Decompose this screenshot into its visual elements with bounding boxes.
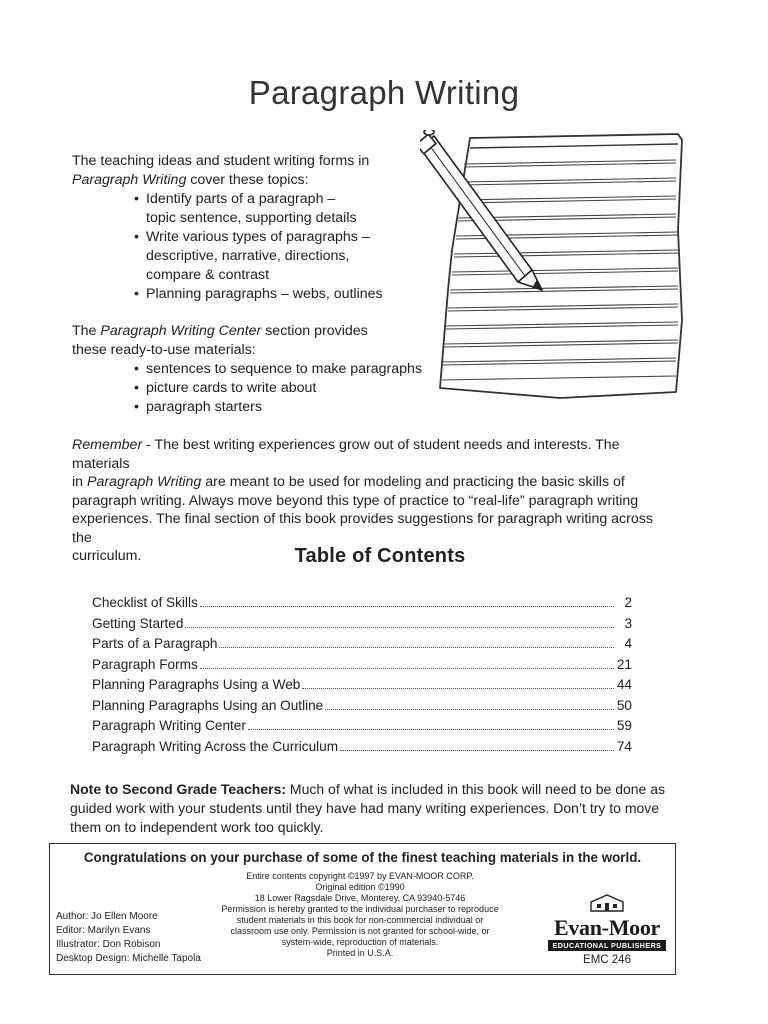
remember-text: in [72, 474, 87, 490]
toc-leader [219, 646, 614, 648]
intro-section [72, 152, 402, 304]
topic-line: topic sentence, supporting details [146, 210, 357, 226]
pencil-paper-illustration [420, 130, 690, 420]
toc-row [92, 595, 632, 616]
materials-list [72, 360, 432, 417]
note-text: Much of what is included in this book will need to be done as [286, 781, 666, 797]
credit-line: Desktop Design: Michelle Tapola [56, 953, 201, 964]
list-item: • paragraph starters [134, 398, 432, 417]
topic-line: compare & contrast [146, 267, 270, 283]
remember-line: experiences. The final section of this book provides suggestions for paragraph writing across the [72, 511, 653, 546]
remember-text: - The best writing experiences grow out of student needs and interests. The materials [72, 437, 620, 472]
book-title: Paragraph Writing [72, 172, 187, 188]
credits-list [56, 910, 201, 966]
toc-page: 21 [616, 656, 632, 672]
note-line: guided work with your students until they have had many writing experiences. Don’t try to move [70, 800, 660, 816]
remember-line [72, 473, 672, 492]
list-item [134, 285, 402, 304]
toc-label: Getting Started [92, 615, 184, 631]
toc-label: Paragraph Writing Across the Curriculum [92, 738, 339, 754]
center-line-2: these ready-to-use materials: [72, 342, 256, 358]
copyright-line: Permission is hereby granted to the individual purchaser to reproduce [221, 904, 499, 914]
toc-leader [325, 708, 614, 710]
toc-leader [248, 728, 614, 730]
book-title: Paragraph Writing [86, 474, 202, 490]
copyright-line: classroom use only. Permission is not granted for school-wide, or [230, 926, 490, 936]
center-line-1 [72, 322, 432, 341]
copyright-line: Printed in U.S.A. [326, 948, 394, 958]
logo-tagline: EDUCATIONAL PUBLISHERS [548, 940, 666, 951]
toc-label: Paragraph Writing Center [92, 718, 246, 733]
list-item: • picture cards to write about [134, 379, 432, 398]
remember-label: Remember [72, 437, 143, 453]
toc-label: Planning Paragraphs Using a Web [92, 677, 301, 692]
publisher-footer-box [49, 843, 676, 975]
toc-label: Checklist of Skills [92, 595, 198, 610]
toc-row [92, 718, 632, 739]
copyright-line: Entire contents copyright ©1997 by EVAN-MOOR CORP. [246, 871, 474, 881]
credit-line: Illustrator: Don Robison [56, 939, 161, 950]
copyright-line: system-wide, reproduction of materials. [281, 937, 439, 947]
list-item [134, 190, 402, 228]
toc-row [92, 677, 632, 698]
toc-leader [340, 749, 614, 751]
center-section-title: Paragraph Writing Center [100, 323, 262, 339]
note-label: Note to Second Grade Teachers: [70, 781, 287, 797]
catalog-number: EMC 246 [583, 954, 631, 966]
credit-line: Author: Jo Ellen Moore [56, 911, 158, 922]
toc-page: 2 [624, 595, 632, 610]
remember-text: are meant to be used for modeling and practicing the basic skills of [201, 474, 625, 490]
teacher-note [70, 780, 680, 837]
intro-line-2 [72, 171, 402, 190]
toc-row [92, 616, 632, 637]
toc-leader [302, 687, 614, 689]
toc-page: 59 [616, 718, 632, 733]
toc-row [92, 739, 632, 760]
toc-label: Planning Paragraphs Using an Outline [92, 697, 324, 713]
remember-line: paragraph writing. Always move beyond this type of practice to “real-life” paragraph writing [72, 492, 639, 509]
intro-line-2-rest: cover these topics: [186, 172, 309, 188]
toc-leader [185, 626, 614, 628]
credit-line: Editor: Marilyn Evans [56, 925, 151, 936]
table-of-contents [92, 595, 632, 759]
toc-row [92, 698, 632, 719]
toc-leader [200, 667, 614, 669]
toc-leader [200, 605, 614, 607]
copyright-line: Original edition ©1990 [315, 882, 405, 892]
congratulations-banner: Congratulations on your purchase of some of the finest teaching materials in the world. [83, 850, 642, 865]
toc-page: 44 [616, 677, 632, 692]
center-pre: The [72, 323, 101, 339]
intro-line-1: The teaching ideas and student writing forms in [72, 153, 370, 169]
toc-row [92, 636, 632, 657]
toc-page: 74 [616, 738, 632, 754]
center-post: section provides [261, 323, 368, 339]
page-title: Paragraph Writing [248, 74, 520, 111]
toc-label: Paragraph Forms [92, 656, 198, 672]
publisher-logo [548, 894, 666, 966]
toc-page: 4 [624, 636, 632, 651]
remember-line: curriculum. [72, 548, 142, 564]
copyright-block [210, 871, 510, 959]
note-line: them on to independent work too quickly. [70, 819, 324, 835]
toc-page: 50 [616, 697, 632, 713]
remember-line [72, 436, 672, 473]
copyright-line: 18 Lower Ragsdale Drive, Monterey, CA 93940-5746 [254, 893, 466, 903]
topics-list [72, 190, 402, 304]
center-section [72, 322, 432, 417]
topic-line: descriptive, narrative, directions, [146, 248, 350, 264]
toc-heading: Table of Contents [294, 545, 466, 567]
topic-line: • Identify parts of a paragraph – [146, 191, 336, 207]
toc-page: 3 [624, 615, 632, 631]
topic-line: • Planning paragraphs – webs, outlines [146, 286, 383, 302]
toc-label: Parts of a Paragraph [92, 636, 218, 651]
copyright-line: student materials in this book for non-commercial individual or [236, 915, 484, 925]
list-item: • sentences to sequence to make paragraphs [134, 360, 432, 379]
list-item [134, 228, 402, 285]
house-logo-icon [587, 894, 627, 912]
topic-line: • Write various types of paragraphs – [146, 229, 370, 245]
note-line [70, 780, 680, 799]
logo-wordmark: Evan-Moor [553, 915, 661, 940]
toc-row [92, 657, 632, 678]
